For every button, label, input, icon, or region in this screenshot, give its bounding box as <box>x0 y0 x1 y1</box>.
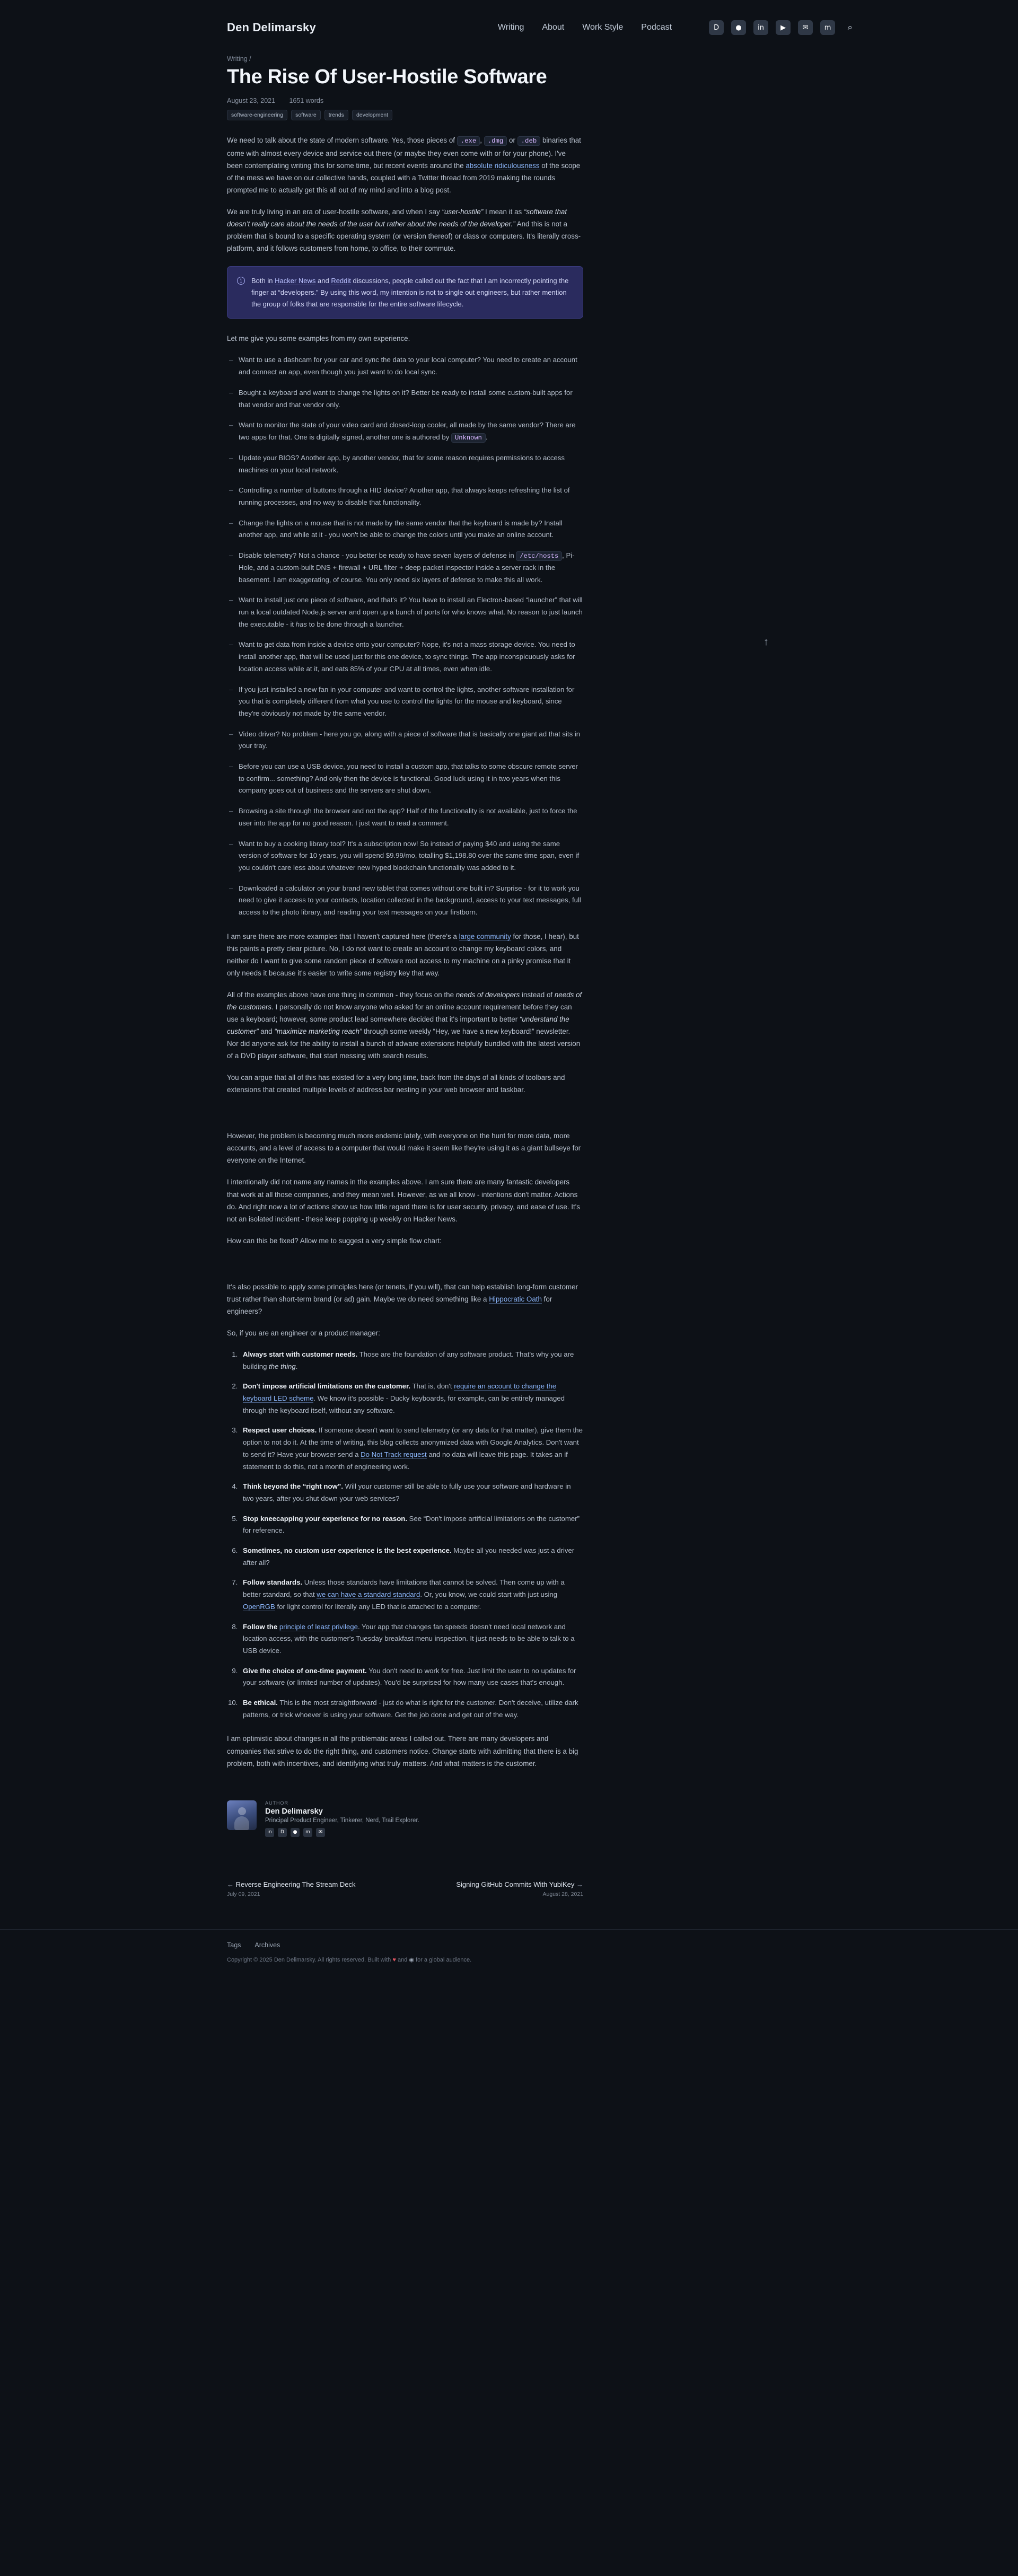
paragraph-definition <box>227 206 583 254</box>
text-run: If you just installed a new fan in your computer and want to control the lights, another software installation for you that is completely different from what you use to control the lights for the mouse and keyboard, since they're obviously not made by the same vendor. <box>239 685 575 717</box>
text-run: through some weekly “Hey, we have a new keyboard!” newsletter. Nor did anyone ask for the ability to install a bunch of adware extensions helpfully bundled with the latest version of a DVD player software, that start messing with search results. <box>227 1027 581 1060</box>
list-item <box>227 639 583 675</box>
code-exe: .exe <box>457 136 480 146</box>
text-run: for a global audience. <box>414 1956 472 1963</box>
text-run: Bought a keyboard and want to change the lights on it? Better be ready to install some custom-built apps for that vendor and that vendor only. <box>239 388 573 409</box>
paragraph-intro <box>227 134 583 196</box>
principle-title: Follow standards. <box>243 1578 303 1587</box>
link-absolute-ridiculousness[interactable]: absolute ridiculousness <box>466 161 540 170</box>
callout-text <box>251 275 573 310</box>
code-dmg: .dmg <box>484 136 507 146</box>
principle-title: Stop kneecapping your experience for no reason. <box>243 1514 407 1523</box>
list-item <box>227 761 583 797</box>
linkedin-icon[interactable]: in <box>753 20 768 35</box>
text-run: . <box>485 433 488 441</box>
link-do-not-track[interactable]: Do Not Track request <box>361 1450 427 1458</box>
heart-icon: ♥ <box>392 1956 396 1963</box>
author-social-links <box>265 1828 419 1837</box>
previous-post[interactable] <box>227 1880 356 1897</box>
code-unknown: Unknown <box>451 433 486 443</box>
footer-links <box>227 1941 1018 1949</box>
flowchart-placeholder <box>227 1256 583 1281</box>
text-run: Controlling a number of buttons through a HID device? Another app, that always keeps refreshing the list of running processes, and no way to disable that functionality. <box>239 486 570 506</box>
text-run: and no data will leave this page. It takes an if statement to do this, not a month of engineering work. <box>243 1450 568 1471</box>
list-item <box>227 387 583 411</box>
footer-link-tags[interactable]: Tags <box>227 1941 241 1949</box>
principle-title: Give the choice of one-time payment. <box>243 1666 367 1675</box>
previous-post-title[interactable] <box>227 1880 356 1888</box>
page-title: The Rise Of User-Hostile Software <box>227 66 547 88</box>
link-large-community[interactable]: large community <box>459 932 511 940</box>
site-header <box>0 0 1018 46</box>
text-run: Unless those standards have limitations that cannot be solved. Then come up with a better standard, so that <box>243 1578 565 1599</box>
text-run: Update your BIOS? Another app, by another vendor, that for some reason requires permissions to access machines on your local network. <box>239 453 565 474</box>
principle-title: Always start with customer needs. <box>243 1350 358 1358</box>
text-run: Want to buy a cooking library tool? It's a subscription now! So instead of paying $40 and using the same version of software for 10 years, you will spend $9.99/mo, totalling $1,198.80 over the same time span, even if you couldn't care less about whatever new hyped blockchain functionality was added to it. <box>239 839 580 872</box>
link-hacker-news[interactable]: Hacker News <box>275 276 316 285</box>
list-item <box>240 1621 583 1657</box>
site-footer <box>0 1929 1018 1977</box>
text-run: Browsing a site through the browser and not the app? Half of the functionality is not available, just to force the user into the app for no good reason. I just want to read a comment. <box>239 807 577 827</box>
paragraph-no-names: I intentionally did not name any names in the examples above. I am sure there are many fantastic developers that work at all those companies, and they mean well. However, as we all know - intentions don't matter. Actions do. And right now a lot of actions show us how little regard there is for user security, privacy, and ease of use. It's not an isolated incident - these keep popping up weekly on Hacker News. <box>227 1178 580 1223</box>
text-emphasis: has <box>295 620 308 628</box>
text-emphasis: “user-hostile” <box>442 207 484 216</box>
text-run: to be done through a launcher. <box>307 620 404 628</box>
author-bio: Principal Product Engineer, Tinkerer, Nerd, Trail Explorer. <box>265 1817 419 1824</box>
tag-item[interactable]: software-engineering <box>227 110 287 120</box>
nav-item-podcast[interactable]: Podcast <box>641 23 672 32</box>
word-count: 1651 words <box>289 97 324 105</box>
list-item <box>227 594 583 630</box>
youtube-icon[interactable]: ▶ <box>776 20 791 35</box>
paragraph-common-thread <box>227 989 583 1062</box>
text-emphasis: needs of the customers <box>227 990 582 1012</box>
list-item <box>227 354 583 378</box>
tag-item[interactable]: software <box>291 110 321 120</box>
list-item <box>227 883 583 919</box>
github-icon[interactable]: ● <box>731 20 746 35</box>
text-emphasis: “software that doesn’t really care about the needs of the user but rather about the needs of the developer.” <box>227 207 567 228</box>
arrow-left-icon: ← <box>227 1880 234 1888</box>
text-run: Before you can use a USB device, you need to install a custom app, that talks to some obscure remote server to confirm... something? And only then the device is functional. Good luck using it in two years when this company goes out of business and the servers are shut down. <box>239 762 578 795</box>
text-run: Change the lights on a mouse that is not made by the same vendor that the keyboard is made by? Install another app, and while at it - you won't be able to change the colors until you make an online account. <box>239 518 563 539</box>
text-run: . <box>295 1362 298 1370</box>
text-run: See “Don't impose artificial limitations on the customer” for reference. <box>243 1514 580 1535</box>
header-social-links <box>709 20 857 35</box>
author-card <box>227 1795 583 1837</box>
info-icon: i <box>237 277 245 285</box>
list-item <box>240 1349 583 1373</box>
list-item <box>240 1577 583 1613</box>
nav-item-writing[interactable]: Writing <box>497 23 524 32</box>
previous-post-date: July 09, 2021 <box>227 1891 260 1897</box>
paragraph-optimistic: I am optimistic about changes in all the problematic areas I called out. There are many developers and companies that strive to do the right thing, and customers notice. Change starts with admitting that there is a big problem, both with incentives, and identifying what truly matters. And what matters is the customer. <box>227 1735 578 1768</box>
list-item <box>227 517 583 541</box>
search-icon[interactable]: ⌕ <box>847 22 853 32</box>
list-item <box>227 485 583 508</box>
text-run: Both in <box>251 276 275 285</box>
principle-title: Don't impose artificial limitations on the customer. <box>243 1382 411 1391</box>
text-run: Want to use a dashcam for your car and sync the data to your local computer? You need to create an account and connect an app, even though you just want to do local sync. <box>239 356 577 376</box>
list-item <box>227 550 583 586</box>
author-details <box>265 1800 419 1837</box>
text-run: Want to get data from inside a device onto your computer? Nope, it's not a mass storage device. You need to install another app, that will be used just for this one device, to sync things. The app inconspicuously asks for location access while at it, and eats 85% of your CPU at all times, even when idle. <box>239 640 575 673</box>
text-run: of the scope of the mess we have on our collective hands, coupled with a Twitter thread from 2019 making the rounds prompted me to actually get this all out of my mind and into a blog post. <box>227 161 581 194</box>
list-item <box>240 1425 583 1473</box>
text-run: Maybe all you needed was just a driver after all? <box>243 1546 575 1567</box>
principles-list <box>227 1349 583 1721</box>
text-run: . I personally do not know anyone who asked for an online account requirement before they can use a keyboard; however, some product lead somewhere decided that it's important to better <box>227 1003 572 1024</box>
link-standard-standard[interactable]: we can have a standard standard <box>317 1590 420 1599</box>
text-run: Signing GitHub Commits With YubiKey <box>456 1880 575 1888</box>
list-item <box>227 684 583 720</box>
text-emphasis: “understand the customer” <box>227 1015 569 1036</box>
dev-icon[interactable]: D <box>709 20 724 35</box>
examples-list <box>227 354 583 918</box>
text-run: Video driver? No problem - here you go, along with a piece of software that is basically one giant ad that sits in your tray. <box>239 729 581 750</box>
text-run: Reverse Engineering The Stream Deck <box>235 1880 356 1888</box>
info-callout <box>227 266 583 319</box>
next-post-date: August 28, 2021 <box>542 1891 583 1897</box>
principle-title: Sometimes, no custom user experience is the best experience. <box>243 1546 452 1555</box>
text-run: We need to talk about the state of modern software. Yes, those pieces of <box>227 136 457 145</box>
list-item <box>240 1481 583 1505</box>
author-label: AUTHOR <box>265 1800 288 1806</box>
twitter-icon[interactable]: ✉ <box>798 20 813 35</box>
principle-title: Follow the <box>243 1622 279 1631</box>
text-run: Downloaded a calculator on your brand new tablet that comes without one built in? Surprise - for it to work you need to give it access to your contacts, location collected in the background, access to your text messages, full access to the photo library, and reading your text messages on your firstborn. <box>239 884 581 917</box>
content-gap <box>227 1105 583 1130</box>
principle-title: Respect user choices. <box>243 1426 317 1435</box>
link-require-account[interactable]: require an account to change the keyboard LED scheme <box>243 1382 557 1403</box>
tag-item[interactable]: trends <box>324 110 348 120</box>
list-item <box>240 1545 583 1569</box>
code-etc-hosts: /etc/hosts <box>516 551 562 561</box>
text-run: This is the most straightforward - just do what is right for the customer. Don't deceive, utilize dark patterns, or trick whoever is using your software. Get the job done and get out of the way. <box>243 1699 578 1719</box>
principle-title: Think beyond the “right now”. <box>243 1482 344 1491</box>
code-deb: .deb <box>517 136 541 146</box>
next-post[interactable] <box>456 1880 583 1897</box>
list-item <box>227 728 583 752</box>
text-run: Those are the foundation of any software product. That's why you are building <box>243 1350 574 1370</box>
paragraph-if-engineer: So, if you are an engineer or a product manager: <box>227 1329 380 1337</box>
text-run: discussions, people called out the fact that I am incorrectly pointing the finger at “developers.” By using this word, my intention is not to single out engineers, but rather mention the group of folks that are responsible for the entire software lifecycle. <box>251 276 569 308</box>
text-run: If someone doesn't want to send telemetry (or any data for that matter), give them the option to not do it. At the time of writing, this blog collects anonymized data with Google Analytics. Don't want to send it? Have your browser send a <box>243 1426 583 1458</box>
linkedin-icon[interactable]: in <box>265 1828 274 1837</box>
tag-item[interactable]: development <box>352 110 392 120</box>
list-item <box>227 419 583 444</box>
nav-item-about[interactable]: About <box>542 23 565 32</box>
text-emphasis: the thing <box>269 1362 296 1370</box>
mastodon-icon[interactable]: m <box>820 20 835 35</box>
text-run: . Or, you know, we could start with just using <box>420 1590 558 1599</box>
text-run: and <box>258 1027 275 1036</box>
text-run: Will your customer still be able to fully use your software and hardware in two years, after you shut down your web services? <box>243 1482 571 1502</box>
text-emphasis: “maximize marketing reach” <box>274 1027 362 1036</box>
link-openrgb[interactable]: OpenRGB <box>243 1602 275 1611</box>
list-item <box>240 1381 583 1417</box>
footer-link-archives[interactable]: Archives <box>254 1941 280 1949</box>
text-run: , Pi-Hole, and a custom-built DNS + firewall + URL filter + deep packet inspector inside a server rack in the basement. I am exaggerating, of course. You only need six layers of defense to make this all work. <box>239 551 575 584</box>
text-run: Disable telemetry? Not a chance - you better be ready to have seven layers of defense in <box>239 551 516 560</box>
list-item <box>240 1697 583 1721</box>
text-run: for engineers? <box>227 1295 552 1315</box>
text-run: It's also possible to apply some principles here (or tenets, if you will), that can help establish long-form customer trust rather than short-term brand (or ad) gain. Maybe we do need something like a <box>227 1282 578 1303</box>
link-hippocratic-oath[interactable]: Hippocratic Oath <box>489 1295 542 1303</box>
text-run: for light control for literally any LED that is attached to a computer. <box>275 1602 481 1611</box>
link-reddit[interactable]: Reddit <box>331 276 351 285</box>
paragraph-history: You can argue that all of this has existed for a very long time, back from the days of all kinds of toolbars and extensions that created multiple levels of address bar nesting in your web browser and taskbar. <box>227 1074 565 1094</box>
text-run: I mean it as <box>483 207 524 216</box>
author-name: Den Delimarsky <box>265 1807 323 1816</box>
article-meta <box>227 97 583 104</box>
nav-item-work-style[interactable]: Work Style <box>582 23 624 32</box>
meta-separator <box>282 97 283 104</box>
link-least-privilege[interactable]: principle of least privilege <box>279 1622 358 1631</box>
text-run: Want to monitor the state of your video card and closed-loop cooler, all made by the same vendor? There are two apps for that. One is digitally signed, another one is authored by <box>239 421 576 441</box>
breadcrumb[interactable]: Writing / <box>227 55 251 63</box>
publish-date: August 23, 2021 <box>227 97 276 105</box>
tag-list <box>227 110 583 120</box>
text-run: instead of <box>520 990 555 999</box>
text-run: You don't need to work for free. Just limit the user to no updates for your software (or limited number of updates). You'd be surprised for how many use cases that's enough. <box>243 1666 576 1687</box>
main-nav <box>498 20 857 35</box>
next-post-title[interactable] <box>456 1880 583 1888</box>
list-item <box>227 805 583 829</box>
paragraph-endemic: However, the problem is becoming much more endemic lately, with everyone on the hunt for more data, more accounts, and a level of access to a computer that would make it seem like they're using it as a giant bullseye for everyone on the Internet. <box>227 1132 581 1165</box>
post-pager <box>227 1867 583 1897</box>
text-run: And this is not a problem that is bound to a specific operating system (or version thereof) or class or computers. It's literally cross-platform, and it follows customers from home, to office, to their commute. <box>227 219 581 252</box>
avatar <box>227 1800 257 1830</box>
paragraph-more-examples <box>227 930 583 979</box>
text-run: or <box>507 136 517 145</box>
mastodon-icon[interactable]: m <box>303 1828 312 1837</box>
footer-copyright <box>227 1956 1018 1963</box>
principle-title: Be ethical. <box>243 1699 278 1707</box>
github-icon[interactable]: ● <box>291 1828 300 1837</box>
twitter-icon[interactable]: ✉ <box>316 1828 325 1837</box>
text-run: All of the examples above have one thing in common - they focus on the <box>227 990 456 999</box>
list-item <box>240 1513 583 1537</box>
paragraph-principles-lead <box>227 1281 583 1317</box>
text-run: I am sure there are more examples that I haven't captured here (there's a <box>227 932 459 940</box>
text-run: and <box>396 1956 409 1963</box>
list-item <box>240 1665 583 1689</box>
text-run: . Your app that changes fan speeds doesn't need local network and location access, with the customer's Tuesday breakfast menu inspection. It just needs to be able to talk to a USB device. <box>243 1622 575 1655</box>
arrow-right-icon: → <box>576 1880 583 1888</box>
text-emphasis: needs of developers <box>455 990 520 999</box>
text-run: , <box>480 136 484 145</box>
article <box>227 55 583 1897</box>
text-run: for those, I hear), but this paints a pretty clear picture. No, I do not want to create an account to change my keyboard colors, and neither do I want to give some random piece of software root access to my machine on a pinky promise that it only needs it because it's easier to write some registry key that way. <box>227 932 579 977</box>
text-run: Copyright © 2025 Den Delimarsky. All rights reserved. Built with <box>227 1956 393 1963</box>
list-item <box>227 838 583 874</box>
scroll-to-top-icon[interactable]: ↑ <box>763 636 769 648</box>
text-run: We are truly living in an era of user-hostile software, and when I say <box>227 207 442 216</box>
globe-icon: ◉ <box>409 1956 414 1963</box>
paragraph-flowchart-lead: How can this be fixed? Allow me to suggest a very simple flow chart: <box>227 1236 442 1245</box>
text-run: . We know it's possible - Ducky keyboards, for example, can be entirely managed through the keyboard itself, without any software. <box>243 1394 565 1414</box>
paragraph-examples-lead: Let me give you some examples from my own experience. <box>227 335 410 343</box>
site-brand[interactable]: Den Delimarsky <box>227 21 316 34</box>
text-run: and <box>315 276 331 285</box>
dev-icon[interactable]: D <box>278 1828 287 1837</box>
list-item <box>227 452 583 476</box>
text-run: binaries that come with almost every device and service out there (or maybe they even come with or for your phone). I've been contemplating writing this for some time, but recent events around the <box>227 136 581 170</box>
text-run: That is, don't <box>410 1382 454 1391</box>
text-run: Want to install just one piece of software, and that's it? You have to install an Electron-based “launcher” that will run a local outdated Node.js server and open up a bunch of ports for who knows what. No reason to just launch the executable - it <box>239 596 583 628</box>
